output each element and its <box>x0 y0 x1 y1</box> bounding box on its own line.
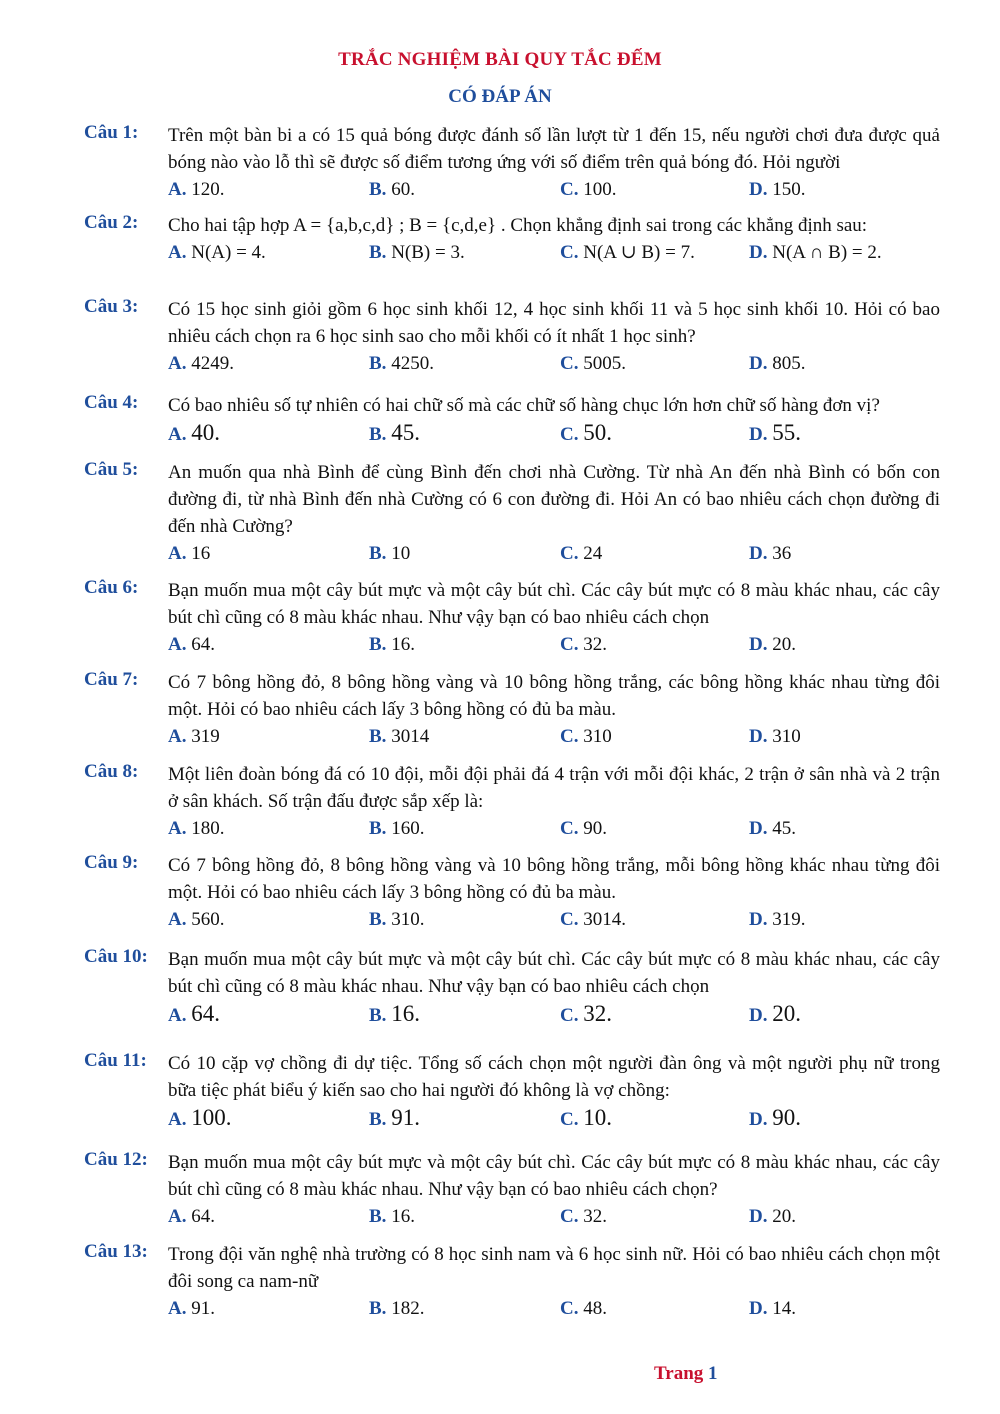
option-letter: D. <box>749 1109 768 1130</box>
answer-option-d[interactable] <box>749 1295 796 1322</box>
answer-option-a[interactable] <box>168 1203 215 1230</box>
answer-option-c[interactable] <box>560 419 612 448</box>
question-label: Câu 9: <box>84 852 139 873</box>
option-value: 150. <box>772 179 806 200</box>
answer-option-c[interactable] <box>560 906 626 933</box>
question-text: Có 15 học sinh giỏi gồm 6 học sinh khối 12, 4 học sinh khối 11 và 5 học sinh khối 10. Hỏi có bao nhiêu cách chọn ra 6 học sinh sao cho mỗi khối có ít nhất 1 học sinh? <box>168 299 940 347</box>
answer-options <box>84 540 940 568</box>
option-letter: B. <box>369 818 387 839</box>
option-value: 36 <box>772 543 792 564</box>
answer-option-a[interactable] <box>168 176 224 203</box>
option-value: 40. <box>191 420 220 445</box>
answer-options <box>84 723 940 751</box>
option-value: 16. <box>391 1001 420 1026</box>
answer-option-b[interactable] <box>369 239 465 266</box>
option-value: 310 <box>583 726 612 747</box>
option-letter: B. <box>369 1298 387 1319</box>
question-label: Câu 13: <box>84 1241 148 1262</box>
answer-options <box>84 631 940 659</box>
option-letter: A. <box>168 634 187 655</box>
option-letter: C. <box>560 1206 579 1227</box>
option-letter: A. <box>168 1109 187 1130</box>
option-letter: A. <box>168 1005 187 1026</box>
question-9 <box>84 852 940 934</box>
option-value: N(A ∪ B) = 7. <box>583 242 695 263</box>
option-value: 32. <box>583 634 607 655</box>
option-letter: C. <box>560 818 579 839</box>
answer-option-a[interactable] <box>168 239 266 266</box>
option-letter: C. <box>560 424 579 445</box>
option-letter: A. <box>168 179 187 200</box>
option-value: 4249. <box>191 353 234 374</box>
option-value: 310. <box>391 909 425 930</box>
option-value: 64. <box>191 634 215 655</box>
question-7 <box>84 669 940 751</box>
option-letter: D. <box>749 1005 768 1026</box>
answer-option-a[interactable] <box>168 631 215 658</box>
question-3 <box>84 296 940 378</box>
answer-option-d[interactable] <box>749 176 805 203</box>
option-letter: A. <box>168 353 187 374</box>
question-label: Câu 4: <box>84 392 139 413</box>
option-value: 45. <box>772 818 796 839</box>
option-letter: C. <box>560 1298 579 1319</box>
answer-options <box>84 1203 940 1231</box>
option-value: 16 <box>191 543 211 564</box>
answer-option-d[interactable] <box>749 239 882 266</box>
answer-option-d[interactable] <box>749 540 791 567</box>
question-text: Một liên đoàn bóng đá có 10 đội, mỗi đội phải đá 4 trận với mỗi đội khác, 2 trận ở sân nhà và 2 trận ở sân khách. Số trận đấu được sắp xếp là: <box>168 764 940 812</box>
option-value: 64. <box>191 1206 215 1227</box>
answer-option-c[interactable] <box>560 540 602 567</box>
question-13 <box>84 1241 940 1323</box>
answer-option-c[interactable] <box>560 1000 612 1029</box>
answer-option-d[interactable] <box>749 1000 801 1029</box>
answer-option-c[interactable] <box>560 350 626 377</box>
question-label: Câu 12: <box>84 1149 148 1170</box>
answer-option-b[interactable] <box>369 631 415 658</box>
option-letter: C. <box>560 634 579 655</box>
question-label: Câu 7: <box>84 669 139 690</box>
question-text: Có bao nhiêu số tự nhiên có hai chữ số mà các chữ số hàng chục lớn hơn chữ số hàng đơn vị? <box>168 395 880 416</box>
answer-option-d[interactable] <box>749 1203 796 1230</box>
option-value: 20. <box>772 1206 796 1227</box>
option-value: 310 <box>772 726 801 747</box>
option-value: 16. <box>391 634 415 655</box>
answer-option-c[interactable] <box>560 815 607 842</box>
question-label: Câu 5: <box>84 459 139 480</box>
answer-option-a[interactable] <box>168 1000 220 1029</box>
question-text: An muốn qua nhà Bình để cùng Bình đến chơi nhà Cường. Từ nhà An đến nhà Bình có bốn con đường đi, từ nhà Bình đến nhà Cường có 6 con đường đi. Hỏi An có bao nhiêu cách chọn đường đi đến nhà Cường? <box>168 462 940 537</box>
option-value: 45. <box>391 420 420 445</box>
answer-option-d[interactable] <box>749 815 796 842</box>
option-letter: D. <box>749 179 768 200</box>
option-value: N(A) = 4. <box>191 242 266 263</box>
option-letter: C. <box>560 726 579 747</box>
option-letter: C. <box>560 1005 579 1026</box>
option-value: 805. <box>772 353 806 374</box>
option-letter: A. <box>168 1206 187 1227</box>
answer-options <box>84 1000 940 1028</box>
option-value: 182. <box>391 1298 425 1319</box>
question-label: Câu 8: <box>84 761 139 782</box>
option-letter: B. <box>369 1005 387 1026</box>
option-value: 14. <box>772 1298 796 1319</box>
question-text: Bạn muốn mua một cây bút mực và một cây bút chì. Các cây bút mực có 8 màu khác nhau, các cây bút chì cũng có 8 màu khác nhau. Như vậy bạn có bao nhiêu cách chọn <box>168 949 940 997</box>
option-value: 319 <box>191 726 220 747</box>
question-1 <box>84 122 940 204</box>
option-letter: C. <box>560 242 579 263</box>
option-value: 10. <box>583 1105 612 1130</box>
option-letter: D. <box>749 909 768 930</box>
option-value: 60. <box>391 179 415 200</box>
answer-option-c[interactable] <box>560 239 695 266</box>
question-11 <box>84 1050 940 1132</box>
question-6 <box>84 577 940 659</box>
option-letter: D. <box>749 424 768 445</box>
answer-option-a[interactable] <box>168 1295 215 1322</box>
option-value: 100. <box>191 1105 232 1130</box>
answer-option-b[interactable] <box>369 350 434 377</box>
option-value: 91. <box>191 1298 215 1319</box>
option-letter: D. <box>749 818 768 839</box>
answer-option-c[interactable] <box>560 631 607 658</box>
option-letter: B. <box>369 543 387 564</box>
answer-option-b[interactable] <box>369 540 410 567</box>
question-label: Câu 11: <box>84 1050 147 1071</box>
option-letter: C. <box>560 909 579 930</box>
page-footer <box>654 1363 718 1385</box>
answer-options <box>84 350 940 378</box>
page-subtitle: CÓ ĐÁP ÁN <box>448 86 552 107</box>
question-8 <box>84 761 940 843</box>
option-value: 560. <box>191 909 225 930</box>
option-letter: B. <box>369 353 387 374</box>
option-letter: A. <box>168 909 187 930</box>
option-value: 55. <box>772 420 801 445</box>
answer-option-a[interactable] <box>168 540 210 567</box>
option-value: N(A ∩ B) = 2. <box>772 242 882 263</box>
option-letter: B. <box>369 242 387 263</box>
answer-option-c[interactable] <box>560 1295 607 1322</box>
question-label: Câu 1: <box>84 122 139 143</box>
answer-option-c[interactable] <box>560 176 616 203</box>
answer-option-d[interactable] <box>749 350 805 377</box>
answer-option-b[interactable] <box>369 1203 415 1230</box>
option-value: 91. <box>391 1105 420 1130</box>
question-text: Trên một bàn bi a có 15 quả bóng được đánh số lần lượt từ 1 đến 15, nếu người chơi đưa được quả bóng nào vào lỗ thì sẽ được số điểm tương ứng với số điểm trên quả bóng đó. Hỏi người <box>168 125 940 173</box>
answer-option-a[interactable] <box>168 350 234 377</box>
footer-page-number: 1 <box>708 1363 718 1384</box>
option-letter: B. <box>369 726 387 747</box>
option-letter: B. <box>369 909 387 930</box>
answer-option-b[interactable] <box>369 1104 420 1133</box>
question-text: Cho hai tập hợp A = {a,b,c,d} ; B = {c,d,e} . Chọn khẳng định sai trong các khẳng định sau: <box>168 215 868 236</box>
option-value: 20. <box>772 634 796 655</box>
answer-option-d[interactable] <box>749 723 801 750</box>
answer-option-d[interactable] <box>749 906 805 933</box>
option-value: 3014 <box>391 726 430 747</box>
option-letter: D. <box>749 543 768 564</box>
option-value: 16. <box>391 1206 415 1227</box>
option-value: 24 <box>583 543 603 564</box>
question-label: Câu 2: <box>84 212 139 233</box>
option-letter: B. <box>369 634 387 655</box>
answer-option-a[interactable] <box>168 419 220 448</box>
answer-options <box>84 1295 940 1323</box>
option-value: N(B) = 3. <box>391 242 465 263</box>
option-letter: A. <box>168 818 187 839</box>
option-letter: D. <box>749 634 768 655</box>
option-letter: A. <box>168 424 187 445</box>
page-title: TRẮC NGHIỆM BÀI QUY TẮC ĐẾM <box>338 49 662 70</box>
answer-options <box>84 1104 940 1132</box>
option-value: 319. <box>772 909 806 930</box>
answer-option-b[interactable] <box>369 1000 420 1029</box>
question-label: Câu 6: <box>84 577 139 598</box>
option-value: 50. <box>583 420 612 445</box>
option-value: 4250. <box>391 353 434 374</box>
answer-option-b[interactable] <box>369 723 429 750</box>
answer-options <box>84 419 940 447</box>
answer-option-a[interactable] <box>168 1104 231 1133</box>
answer-option-b[interactable] <box>369 815 424 842</box>
option-value: 120. <box>191 179 225 200</box>
question-label: Câu 3: <box>84 296 139 317</box>
option-value: 20. <box>772 1001 801 1026</box>
option-letter: C. <box>560 179 579 200</box>
question-text: Bạn muốn mua một cây bút mực và một cây bút chì. Các cây bút mực có 8 màu khác nhau, các cây bút chì cũng có 8 màu khác nhau. Như vậy bạn có bao nhiêu cách chọn? <box>168 1152 940 1200</box>
option-value: 32. <box>583 1206 607 1227</box>
option-letter: B. <box>369 1206 387 1227</box>
option-letter: A. <box>168 1298 187 1319</box>
answer-option-d[interactable] <box>749 419 801 448</box>
answer-options <box>84 239 940 267</box>
option-value: 48. <box>583 1298 607 1319</box>
option-value: 100. <box>583 179 617 200</box>
option-letter: B. <box>369 1109 387 1130</box>
option-value: 32. <box>583 1001 612 1026</box>
question-text: Có 10 cặp vợ chồng đi dự tiệc. Tổng số cách chọn một người đàn ông và một người phụ nữ trong bữa tiệc phát biểu ý kiến sao cho hai người đó không là vợ chồng: <box>168 1053 940 1101</box>
answer-option-a[interactable] <box>168 815 224 842</box>
option-letter: D. <box>749 1298 768 1319</box>
option-value: 90. <box>772 1105 801 1130</box>
answer-options <box>84 176 940 204</box>
question-text: Bạn muốn mua một cây bút mực và một cây bút chì. Các cây bút mực có 8 màu khác nhau, các cây bút chì cũng có 8 màu khác nhau. Như vậy bạn có bao nhiêu cách chọn <box>168 580 940 628</box>
option-letter: D. <box>749 1206 768 1227</box>
option-letter: A. <box>168 543 187 564</box>
option-letter: C. <box>560 353 579 374</box>
answer-option-d[interactable] <box>749 1104 801 1133</box>
option-letter: B. <box>369 424 387 445</box>
option-letter: D. <box>749 726 768 747</box>
option-letter: D. <box>749 353 768 374</box>
option-value: 64. <box>191 1001 220 1026</box>
answer-option-a[interactable] <box>168 906 224 933</box>
option-letter: D. <box>749 242 768 263</box>
question-12 <box>84 1149 940 1231</box>
question-label: Câu 10: <box>84 946 148 967</box>
footer-page-word: Trang <box>654 1363 704 1384</box>
option-letter: A. <box>168 726 187 747</box>
answer-option-d[interactable] <box>749 631 796 658</box>
question-4 <box>84 392 940 447</box>
option-letter: A. <box>168 242 187 263</box>
option-value: 180. <box>191 818 225 839</box>
option-letter: B. <box>369 179 387 200</box>
option-value: 10 <box>391 543 411 564</box>
question-text: Trong đội văn nghệ nhà trường có 8 học sinh nam và 6 học sinh nữ. Hỏi có bao nhiêu cách chọn một đôi song ca nam-nữ <box>168 1244 940 1292</box>
option-letter: C. <box>560 1109 579 1130</box>
answer-option-c[interactable] <box>560 1203 607 1230</box>
option-value: 160. <box>391 818 425 839</box>
answer-option-b[interactable] <box>369 176 415 203</box>
answer-option-a[interactable] <box>168 723 220 750</box>
question-5 <box>84 459 940 568</box>
option-value: 90. <box>583 818 607 839</box>
answer-option-b[interactable] <box>369 419 420 448</box>
question-text: Có 7 bông hồng đỏ, 8 bông hồng vàng và 10 bông hồng trắng, các bông hồng khác nhau từng đôi một. Hỏi có bao nhiêu cách lấy 3 bông hồng có đủ ba màu. <box>168 672 940 720</box>
answer-option-b[interactable] <box>369 1295 424 1322</box>
question-2 <box>84 212 940 267</box>
option-letter: C. <box>560 543 579 564</box>
answer-option-c[interactable] <box>560 723 612 750</box>
answer-options <box>84 906 940 934</box>
answer-option-b[interactable] <box>369 906 424 933</box>
answer-options <box>84 815 940 843</box>
option-value: 5005. <box>583 353 626 374</box>
answer-option-c[interactable] <box>560 1104 612 1133</box>
question-text: Có 7 bông hồng đỏ, 8 bông hồng vàng và 10 bông hồng trắng, mỗi bông hồng khác nhau từng đôi một. Hỏi có bao nhiêu cách lấy 3 bông hồng có đủ ba màu. <box>168 855 940 903</box>
option-value: 3014. <box>583 909 626 930</box>
question-10 <box>84 946 940 1028</box>
